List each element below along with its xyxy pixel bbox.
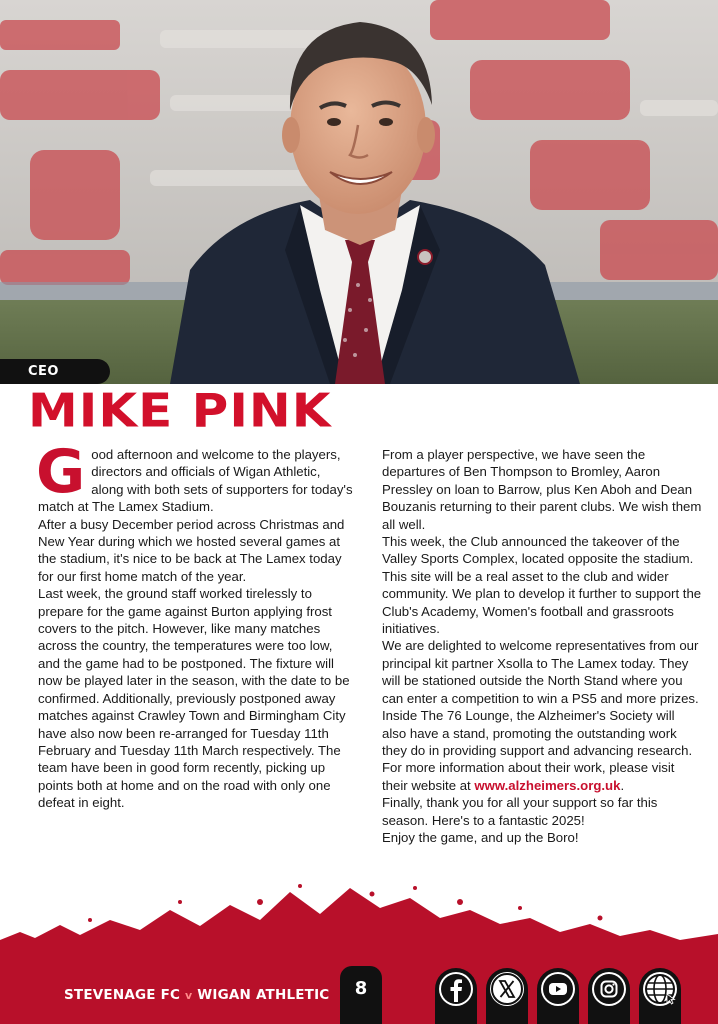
ceo-portrait-illustration [0, 0, 718, 384]
article-paragraph: Enjoy the game, and up the Boro! [382, 829, 579, 845]
drop-cap: G [36, 437, 86, 507]
article-paragraph: We are delighted to welcome representatives from our principal kit partner Xsolla to The Lamex today. They will be stationed outside the North Stand where you can enter a competition to win a PS5 and more prizes. [382, 638, 699, 706]
home-team: STEVENAGE FC [64, 987, 181, 1003]
page-title: MIKE PINK [28, 384, 332, 438]
article-paragraph: Good afternoon and welcome to the players, directors and officials of Wigan Athletic, along with both sets of supporters for today's match at The Lamex Stadium. [36, 437, 353, 515]
page-number: 8 [340, 966, 382, 1024]
versus-label: v [185, 989, 193, 1002]
facebook-button[interactable] [435, 968, 477, 1024]
alzheimers-website-link[interactable]: www.alzheimers.org.uk [474, 777, 621, 793]
hero-photo [0, 0, 718, 384]
article-paragraph: After a busy December period across Christmas and New Year during which we hosted several games at the stadium, it's nice to be back at The Lamex today for our first home match of the year. [38, 516, 345, 584]
away-team: WIGAN ATHLETIC [197, 987, 330, 1003]
article-paragraph: Last week, the ground staff worked tirelessly to prepare for the game against Burton applying frost covers to the pitch. However, like many matches across the country, the temperatures were too low, and the game had to be postponed. The fixture will now be played later in the season, with the date to be confirmed. Additionally, previously postponed away matches against Crawley Town and Birmingham City have also now been re-arranged for Tuesday 11th February and Tuesday 11th March respectively. The team have been in good form recently, picking up points both at home and on the road with only one defeat in eight. [38, 586, 350, 811]
role-tag: CEO [0, 359, 110, 384]
instagram-icon [592, 972, 626, 1006]
instagram-button[interactable] [588, 968, 630, 1024]
article-paragraph: Finally, thank you for all your support so far this season. Here's to a fantastic 2025! [382, 795, 658, 828]
match-title [64, 987, 329, 1003]
article-paragraph: This week, the Club announced the takeover of the Valley Sports Complex, located opposite the stadium. This site will be a real asset to the club and wider community. We plan to develop it further to support the Club's Academy, Women's football and grassroots initiatives. [382, 534, 702, 637]
x-button[interactable] [486, 968, 528, 1024]
youtube-icon [541, 972, 575, 1006]
grunge-divider [0, 880, 718, 960]
web-icon [643, 972, 677, 1006]
article-column-right [382, 446, 702, 846]
article-paragraph: Inside The 76 Lounge, the Alzheimer's Society will also have a stand, promoting the outstanding work they do in providing support and advancing research. For more information about their work, please visit their website at www.alzheimers.org.uk. [382, 708, 693, 793]
facebook-icon [439, 972, 473, 1006]
article-paragraph: From a player perspective, we have seen the departures of Ben Thompson to Bromley, Aaron Pressley on loan to Barrow, plus Ken Aboh and Dean Bouzanis returning to their parent clubs. We wish them all well. [382, 447, 702, 532]
article-column-left [36, 437, 356, 812]
website-button[interactable] [639, 968, 681, 1024]
x-icon [490, 972, 524, 1006]
youtube-button[interactable] [537, 968, 579, 1024]
